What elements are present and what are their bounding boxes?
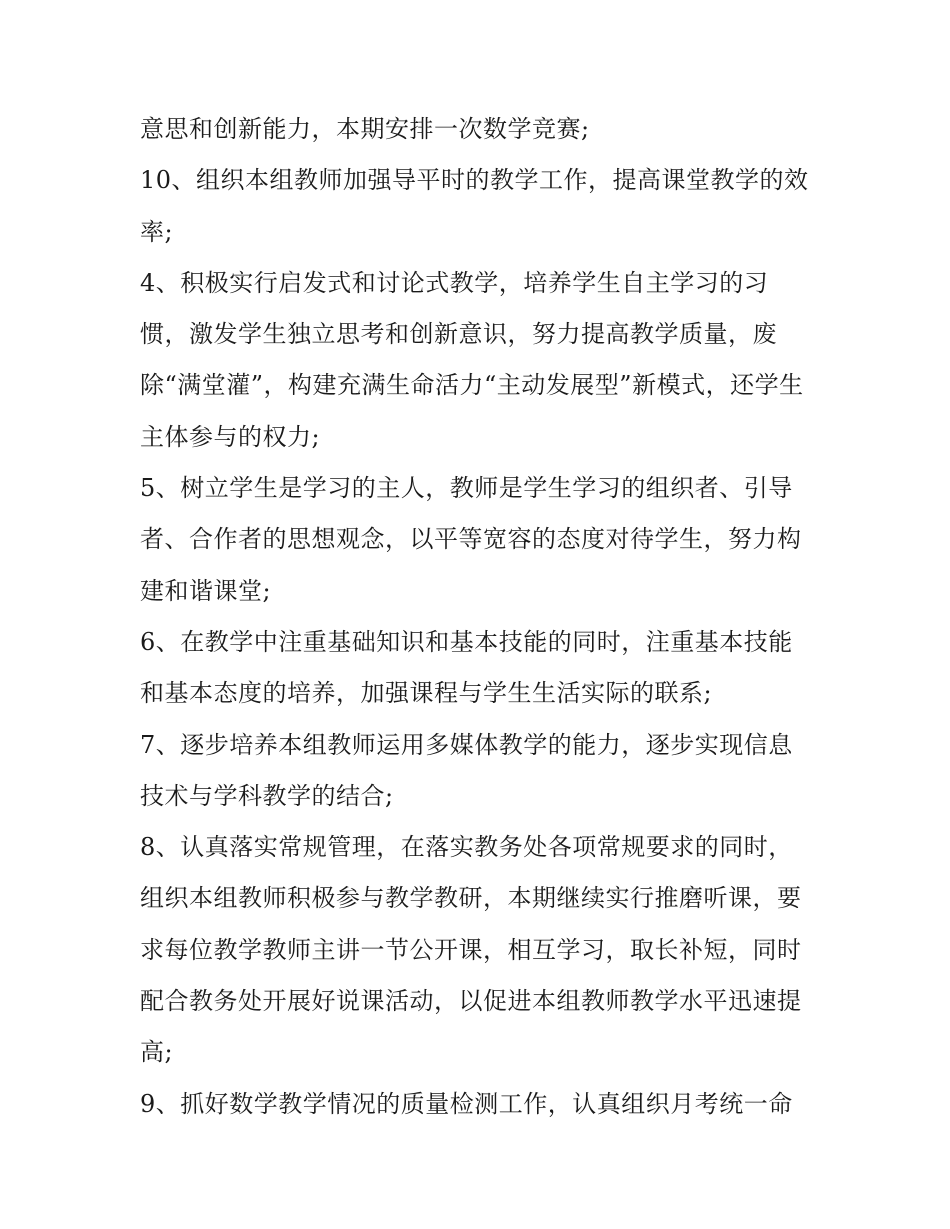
text-line: 主体参与的权力; <box>140 422 321 451</box>
text-line: 技术与学科教学的结合; <box>140 781 394 810</box>
text-line: 9、抓好数学教学情况的质量检测工作，认真组织月考统一命 <box>140 1089 793 1118</box>
text-line: 组织本组教师积极参与教学教研，本期继续实行推磨听课，要 <box>140 884 802 913</box>
text-line: 除“满堂灌”，构建充满生命活力“主动发展型”新模式，还学生 <box>140 371 804 400</box>
text-line: 求每位教学教师主讲一节公开课，相互学习，取长补短，同时 <box>140 935 802 964</box>
text-line: 率; <box>140 217 174 246</box>
text-line: 4、积极实行启发式和讨论式教学，培养学生自主学习的习 <box>140 268 769 297</box>
text-line: 配合教务处开展好说课活动，以促进本组教师教学水平迅速提 <box>140 987 802 1016</box>
text-line: 高; <box>140 1038 174 1067</box>
text-line: 惯，激发学生独立思考和创新意识，努力提高教学质量，废 <box>140 320 777 349</box>
text-line: 意思和创新能力，本期安排一次数学竞赛; <box>140 115 590 143</box>
text-line: 7、逐步培养本组教师运用多媒体教学的能力，逐步实现信息 <box>140 730 793 759</box>
text-line: 8、认真落实常规管理，在落实教务处各项常规要求的同时， <box>140 833 793 862</box>
text-line: 建和谐课堂; <box>140 576 272 605</box>
text-line: 10、组织本组教师加强导平时的教学工作，提高课堂教学的效 <box>140 166 809 195</box>
text-line: 和基本态度的培养，加强课程与学生生活实际的联系; <box>140 679 713 708</box>
document-body <box>140 104 820 1130</box>
text-line: 6、在教学中注重基础知识和基本技能的同时，注重基本技能 <box>140 627 793 656</box>
text-line: 5、树立学生是学习的主人，教师是学生学习的组织者、引导 <box>140 474 793 503</box>
text-line: 者、合作者的思想观念，以平等宽容的态度对待学生，努力构 <box>140 525 802 554</box>
